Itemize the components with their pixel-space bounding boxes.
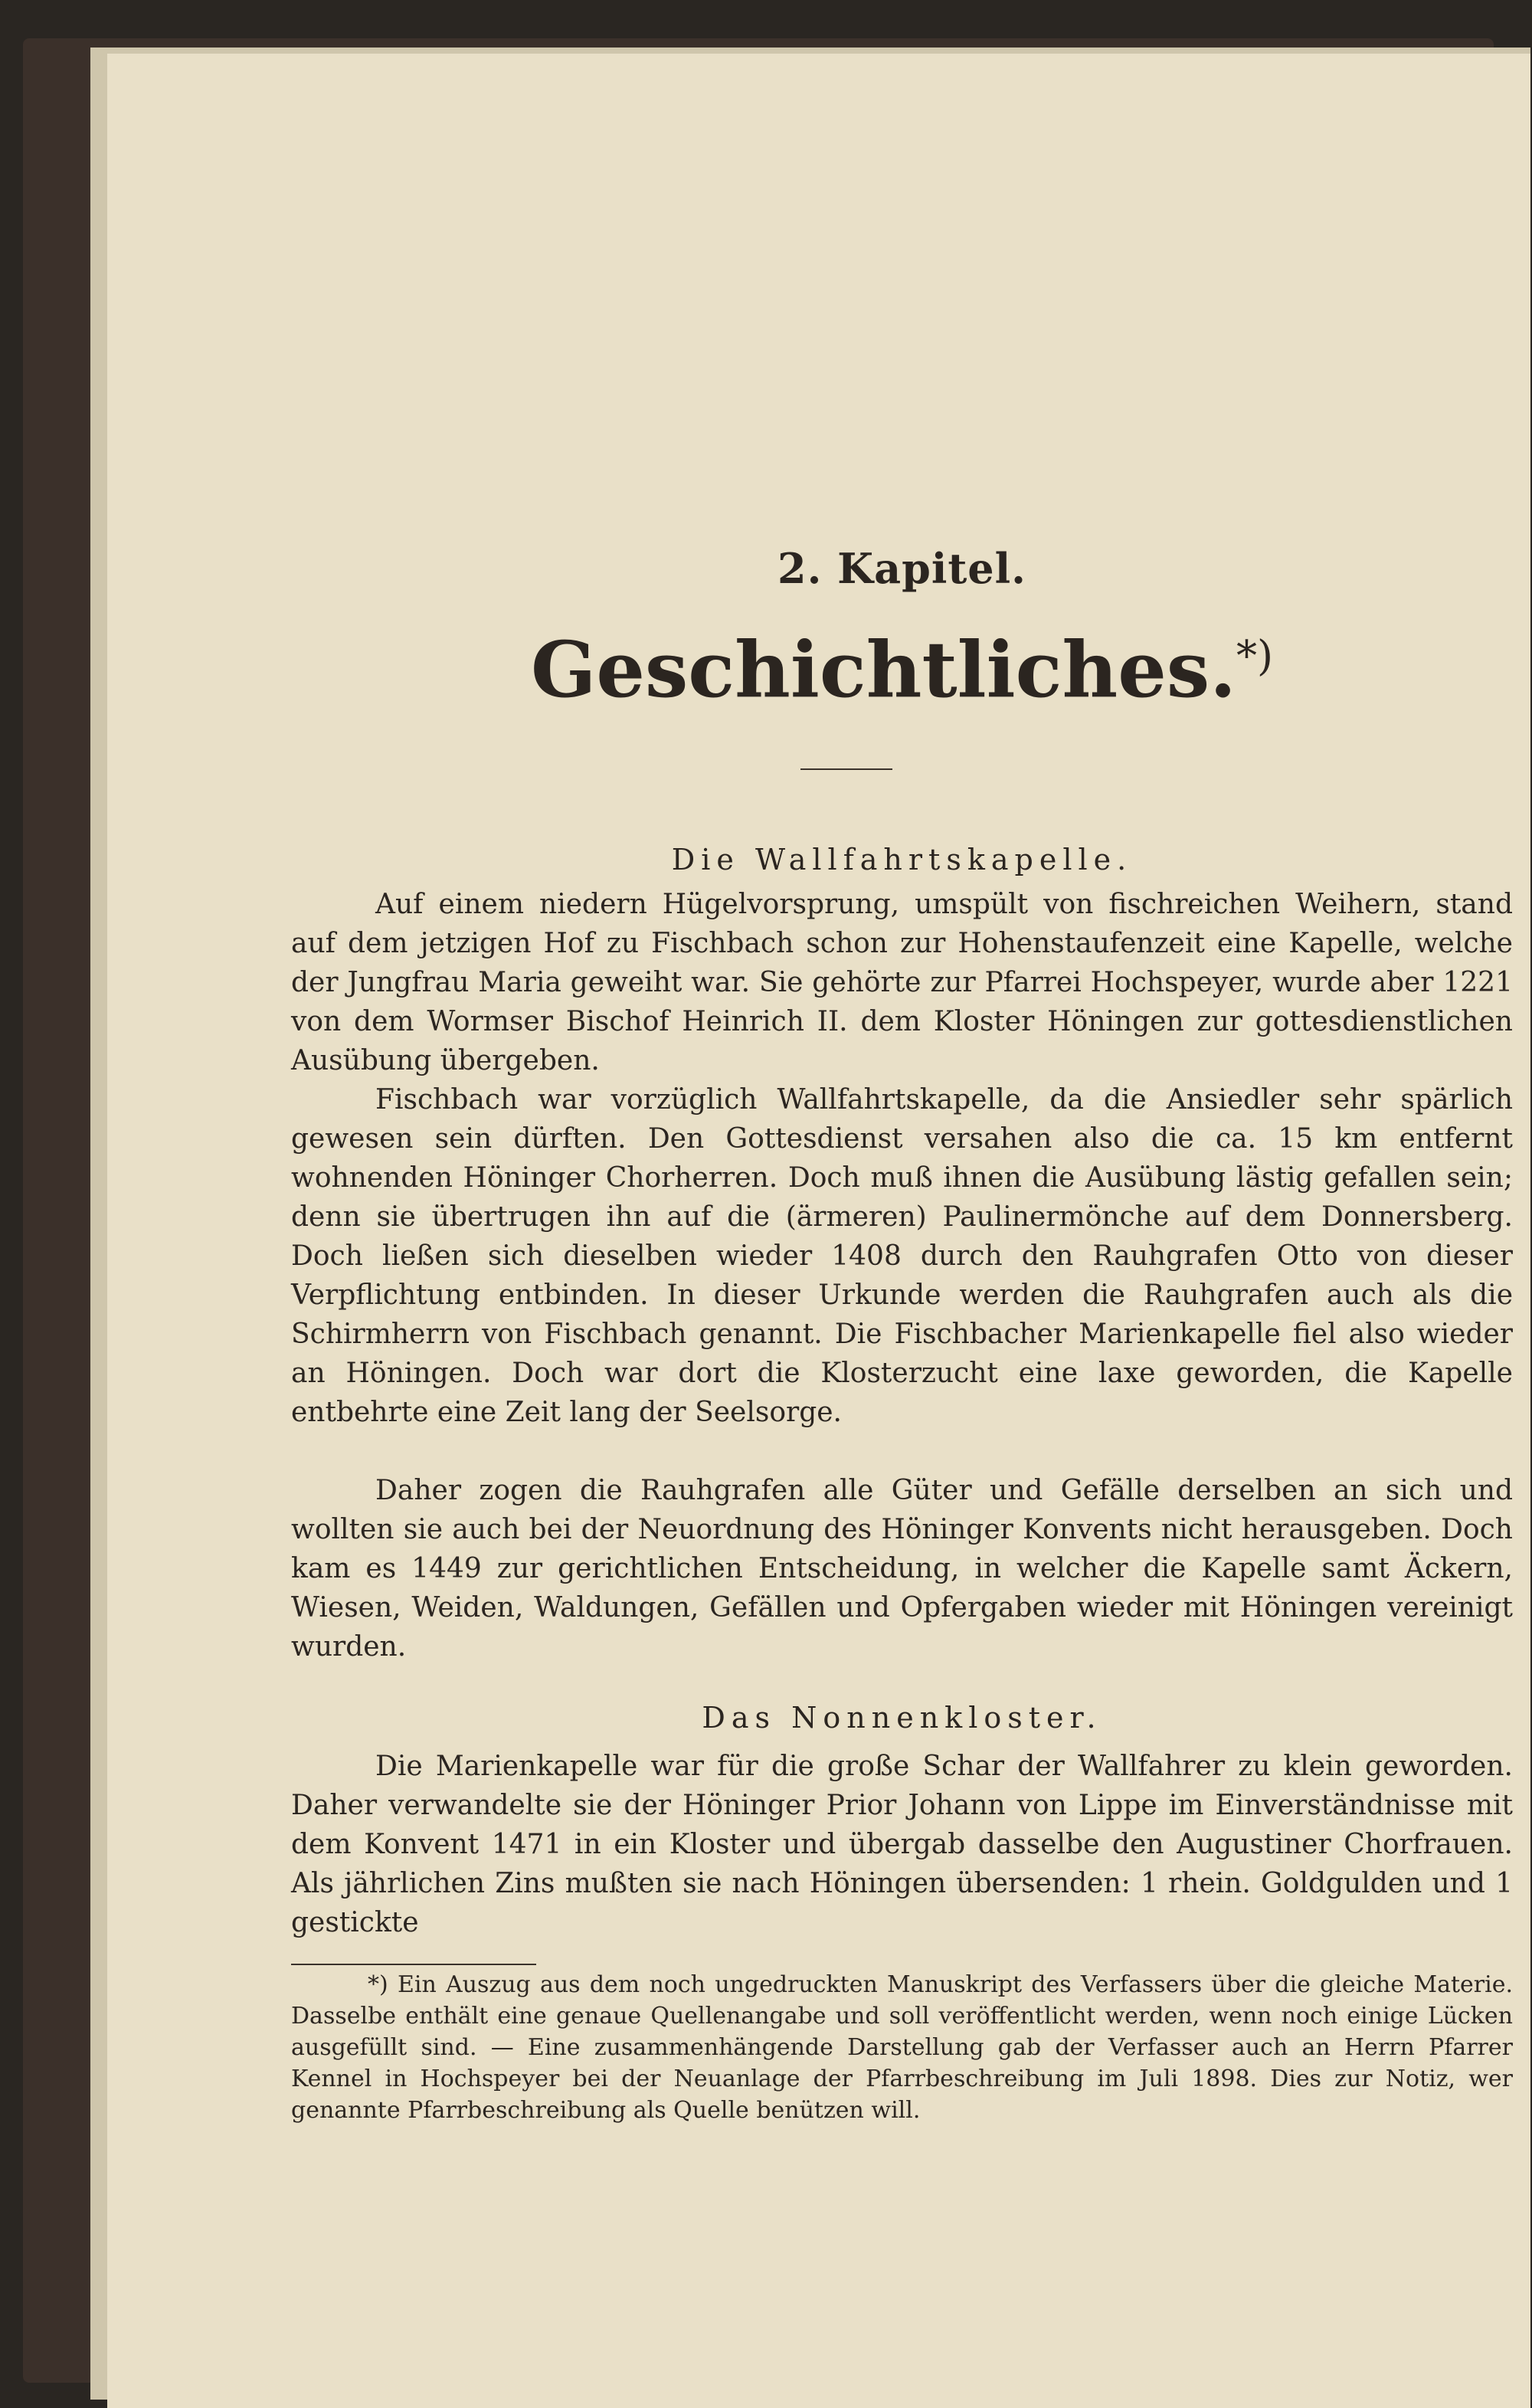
footnote-divider: [291, 1964, 536, 1965]
section-heading-wallfahrtskapelle: Die Wallfahrtskapelle.: [671, 843, 1133, 876]
paragraph-3: Daher zogen die Rauhgrafen alle Güter und Gefälle derselben an sich und wollten sie auch bei der Neuordnung des Höninger Konvents nicht herausgeben. Doch kam es 1449 zur gerichtlichen Entscheidung, in welcher die Kapelle samt Äckern, Wiesen, Weiden, Waldungen, Gefällen und Opfergaben wieder mit Höningen vereinigt wurden.: [291, 1475, 1513, 1663]
title-divider: [800, 768, 892, 770]
page-title: [291, 624, 1513, 715]
title-footnote-mark: *): [1236, 631, 1274, 680]
book-page: [107, 54, 1530, 2408]
paragraph-2: Fischbach war vorzüglich Wallfahrtskapelle, da die Ansiedler sehr spärlich gewesen sein dürften. Den Gottesdienst versahen also die ca. 15 km entfernt wohnenden Höninger Chorherren. Doch muß ihnen die Ausübung lästig gefallen sein; denn sie übertrugen ihn auf die (ärmeren) Paulinermönche auf dem Donnersberg. Doch ließen sich dieselben wieder 1408 durch den Rauhgrafen Otto von dieser Verpflichtung entbinden. In dieser Urkunde werden die Rauhgrafen auch als die Schirmherrn von Fischbach genannt. Die Fischbacher Marienkapelle fiel also wieder an Höningen. Doch war dort die Klosterzucht eine laxe geworden, die Kapelle entbehrte eine Zeit lang der Seelsorge.: [291, 1084, 1513, 1428]
section-heading-nonnenkloster: Das Nonnenkloster.: [702, 1701, 1102, 1735]
title-text: Geschichtliches.: [530, 624, 1236, 715]
footnote: *) Ein Auszug aus dem noch ungedruckten Manuskript des Verfassers über die gleiche Materie. Dasselbe enthält eine genaue Quellenangabe und soll veröffentlicht werden, wenn noch einige Lücken ausgefüllt sind. — Eine zusammenhängende Darstellung gab der Verfasser auch an Herrn Pfarrer Kennel in Hochspeyer bei der Neuanlage der Pfarrbeschreibung im Juli 1898. Dies zur Notiz, wer genannte Pfarrbeschreibung als Quelle benützen will.: [291, 1971, 1513, 2124]
paragraph-1: Auf einem niedern Hügelvorsprung, umspült von fischreichen Weihern, stand auf dem jetzigen Hof zu Fischbach schon zur Hohenstaufenzeit eine Kapelle, welche der Jungfrau Maria geweiht war. Sie gehörte zur Pfarrei Hochspeyer, wurde aber 1221 von dem Wormser Bischof Heinrich II. dem Kloster Höningen zur gottesdienstlichen Ausübung übergeben.: [291, 889, 1513, 1076]
chapter-label: 2. Kapitel.: [777, 544, 1026, 593]
page-content: [291, 54, 1513, 2408]
paragraph-4: Die Marienkapelle war für die große Schar der Wallfahrer zu klein geworden. Daher verwandelte sie der Höninger Prior Johann von Lippe im Einverständnisse mit dem Konvent 1471 in ein Kloster und übergab dasselbe den Augustiner Chorfrauen. Als jährlichen Zins mußten sie nach Höningen übersenden: 1 rhein. Goldgulden und 1 gestickte: [291, 1751, 1513, 1938]
